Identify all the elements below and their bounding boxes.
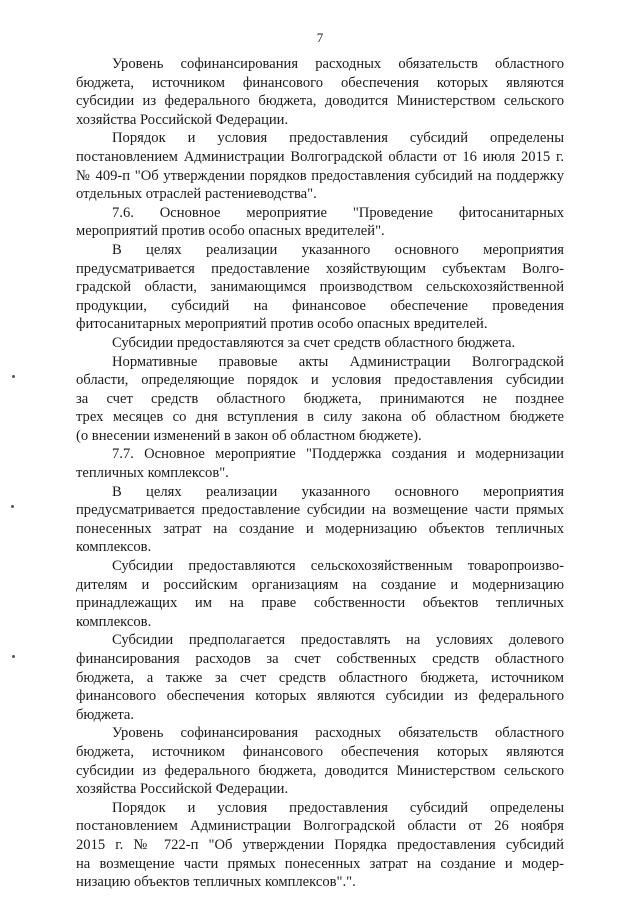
paragraph (76, 483, 564, 557)
text-line: комплексов. (76, 539, 152, 556)
text-line: В целях реализации указанного основного мероприятия (112, 241, 564, 258)
text-line: низацию объектов тепличных комплексов".". (76, 874, 356, 891)
text-line: за счет средств областного бюджета, принимаются не позднее (76, 390, 564, 407)
page-number: 7 (316, 30, 324, 45)
text-line: 7.6. Основное мероприятие "Проведение фитосанитарных (112, 204, 564, 221)
text-line: продукции, субсидий на финансовое обеспечение проведения (76, 297, 564, 314)
text-line: хозяйства Российской Федерации. (76, 781, 289, 798)
document-body (76, 55, 564, 892)
text-line: градской области, занимающимся производством сельскохозяйственной (76, 279, 564, 296)
text-line: 7.7. Основное мероприятие "Поддержка создания и модернизации (112, 446, 564, 463)
paragraph (76, 241, 564, 334)
text-line: финансового обеспечения которых являются субсидии из федерального (76, 688, 564, 705)
text-line: бюджета. (76, 706, 135, 723)
scan-speck (12, 375, 15, 378)
text-line: хозяйства Российской Федерации. (76, 111, 289, 128)
paragraph (76, 557, 564, 631)
text-line: тепличных комплексов". (76, 465, 229, 482)
text-line: мероприятий против особо опасных вредителей". (76, 223, 385, 240)
text-line: фитосанитарных мероприятий против особо опасных вредителей. (76, 316, 488, 333)
text-line: комплексов. (76, 613, 152, 630)
text-line: № 409-п "Об утверждении порядков предоставления субсидий на поддержку (76, 167, 564, 184)
text-line: субсидии из федерального бюджета, доводится Министерством сельского (76, 762, 564, 779)
text-line: на возмещение части прямых понесенных затрат на создание и модер- (76, 855, 564, 872)
paragraph (76, 353, 564, 446)
text-line: Уровень софинансирования расходных обязательств областного (112, 725, 564, 742)
text-line: субсидии из федерального бюджета, доводится Министерством сельского (76, 93, 564, 110)
text-line: бюджета, а также за счет средств областного бюджета, источником (76, 669, 564, 686)
text-line: трех месяцев со дня вступления в силу закона об областном бюджете (76, 409, 564, 426)
paragraph (76, 631, 564, 724)
text-line: понесенных затрат на создание и модернизацию объектов тепличных (76, 520, 564, 537)
text-line: принадлежащих им на праве собственности объектов тепличных (76, 595, 564, 612)
text-line: постановлением Администрации Волгоградской области от 16 июля 2015 г. (76, 148, 564, 165)
paragraph (76, 724, 564, 798)
text-line: предусматривается предоставление субсидии на возмещение части прямых (76, 502, 564, 519)
text-line: Субсидии предоставляются сельскохозяйственным товаропроизво- (112, 558, 564, 575)
text-line: предусматривается предоставление хозяйствующим субъектам Волго- (76, 260, 564, 277)
text-line: области, определяющие порядок и условия предоставления субсидии (76, 372, 564, 389)
text-line: дителям и российским организациям на создание и модернизацию (76, 576, 564, 593)
text-line: 2015 г. № 722-п "Об утверждении Порядка предоставления субсидий (76, 836, 564, 853)
text-line: (о внесении изменений в закон об областном бюджете). (76, 427, 422, 444)
text-line: Уровень софинансирования расходных обязательств областного (112, 56, 564, 72)
text-line: бюджета, источником финансового обеспечения которых являются (76, 743, 564, 760)
text-line: Порядок и условия предоставления субсидий определены (112, 799, 564, 816)
scan-speck (12, 655, 15, 658)
text-line: Порядок и условия предоставления субсидий определены (112, 130, 564, 147)
paragraph (76, 334, 564, 353)
paragraph (76, 129, 564, 203)
paragraph (76, 799, 564, 892)
text-line: постановлением Администрации Волгоградской области от 26 ноября (76, 818, 564, 835)
text-line: бюджета, источником финансового обеспечения которых являются (76, 74, 564, 91)
scan-speck (11, 505, 14, 508)
paragraph (76, 445, 564, 482)
text-line: Субсидии предполагается предоставлять на условиях долевого (112, 632, 564, 649)
text-line: В целях реализации указанного основного мероприятия (112, 483, 564, 500)
paragraph (76, 204, 564, 241)
paragraph (76, 55, 564, 129)
text-line: Нормативные правовые акты Администрации Волгоградской (112, 353, 564, 370)
text-line: финансирования расходов за счет собственных средств областного (76, 651, 564, 667)
text-line: отдельных отраслей растениеводства". (76, 186, 317, 203)
text-line: Субсидии предоставляются за счет средств областного бюджета. (112, 334, 516, 351)
